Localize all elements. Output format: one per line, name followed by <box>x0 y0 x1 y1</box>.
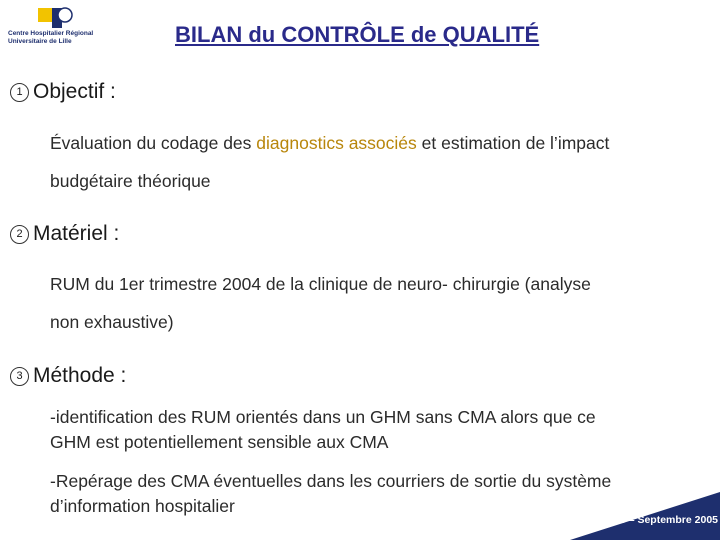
methode-paragraph-2 <box>50 469 611 519</box>
logo-emblem-icon <box>38 6 78 30</box>
objectif-highlight: diagnostics associés <box>256 133 417 153</box>
methode-paragraph-1 <box>50 405 596 455</box>
logo-line-1: Centre Hospitalier Régional <box>8 30 94 37</box>
methode-p1-line-2: GHM est potentiellement sensible aux CMA <box>50 432 389 452</box>
methode-p1-line-1: -identification des RUM orientés dans un GHM sans CMA alors que ce <box>50 407 596 427</box>
section-heading-label: Méthode : <box>33 364 127 387</box>
objectif-text-b: et estimation de l’impact <box>416 133 610 153</box>
footer-label: DES – Septembre 2005 <box>604 514 718 526</box>
section-methode-heading <box>10 364 126 388</box>
circled-number-3: 3 <box>10 367 29 386</box>
section-heading-label: Matériel : <box>33 222 120 245</box>
hospital-logo <box>8 6 118 50</box>
materiel-line-1: RUM du 1er trimestre 2004 de la clinique de neuro- chirurgie (analyse <box>50 274 591 294</box>
section-heading-label: Objectif : <box>33 80 116 103</box>
circled-number-2: 2 <box>10 225 29 244</box>
methode-p2-line-2: d’information hospitalier <box>50 496 235 516</box>
logo-line-2: Universitaire de Lille <box>8 38 72 45</box>
methode-p2-line-1: -Repérage des CMA éventuelles dans les courriers de sortie du système <box>50 471 612 491</box>
section-objectif-heading <box>10 80 116 104</box>
circled-number-1: 1 <box>10 83 29 102</box>
objectif-text-a: Évaluation du codage des <box>50 133 257 153</box>
objectif-line-1 <box>50 124 609 162</box>
materiel-line-2: non exhaustive) <box>50 312 174 332</box>
objectif-line-2: budgétaire théorique <box>50 171 211 191</box>
objectif-paragraph <box>50 124 609 200</box>
page-title: BILAN du CONTRÔLE de QUALITÉ <box>175 22 540 47</box>
materiel-paragraph <box>50 265 591 341</box>
section-materiel-heading <box>10 222 119 246</box>
